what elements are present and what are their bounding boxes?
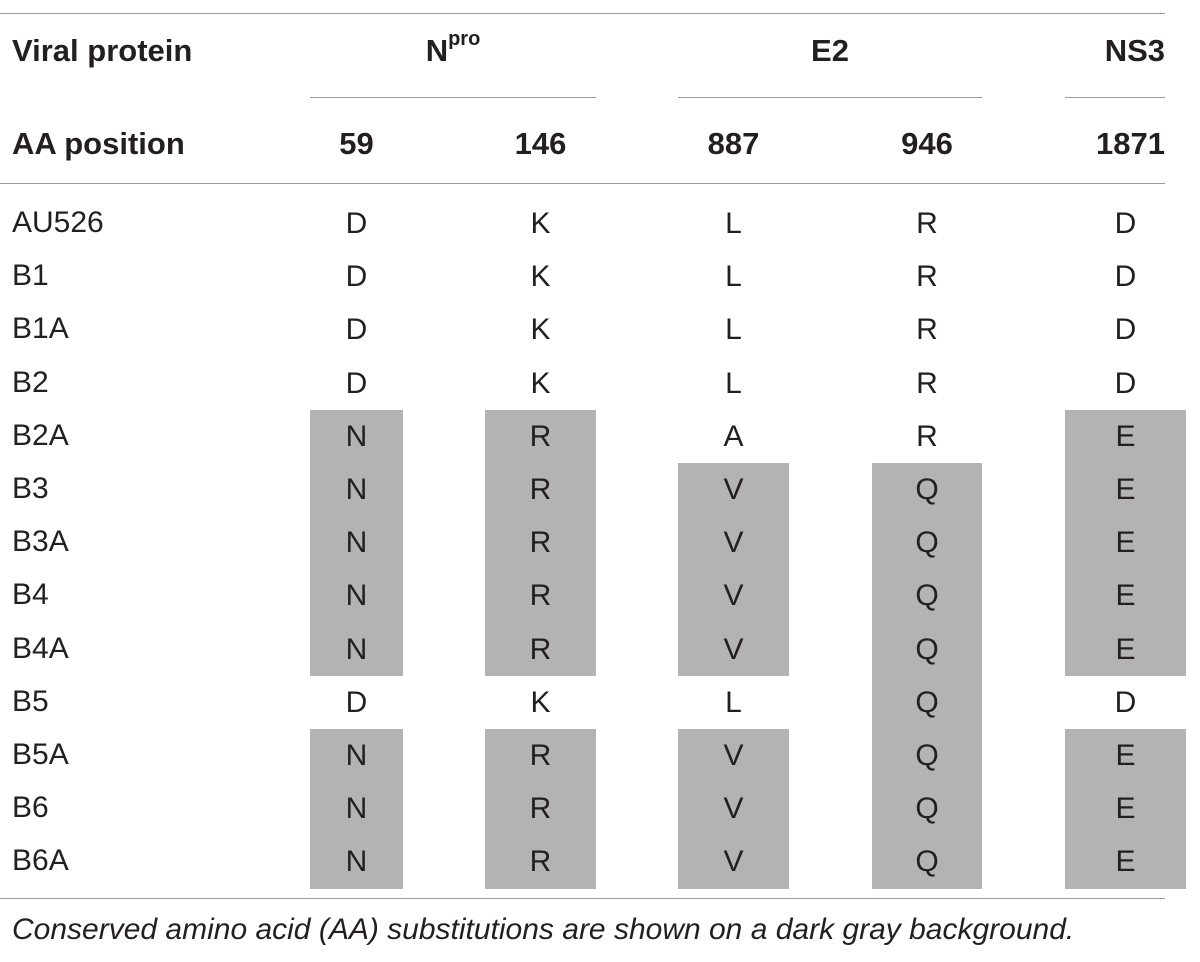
residue-cell-146: K: [530, 366, 551, 400]
residue-cell-1871: E: [1065, 623, 1186, 676]
row-label: B2: [12, 365, 49, 399]
residue-cell-1871: E: [1065, 835, 1186, 889]
residue-cell-59: N: [310, 569, 403, 623]
residue-cell-946: Q: [872, 463, 982, 516]
residue-cell-887: L: [725, 685, 742, 719]
row-label: B5A: [12, 738, 69, 771]
residue-cell-887: V: [678, 782, 789, 835]
residue-cell-146: R: [485, 410, 596, 463]
residue-cell-887: V: [678, 729, 789, 782]
row-label: B3A: [12, 525, 69, 559]
residue-cell-946: Q: [872, 623, 982, 676]
header-group-npro-sup: pro: [448, 28, 481, 50]
residue-cell-1871: E: [1065, 463, 1186, 516]
residue-cell-946: Q: [872, 835, 982, 889]
residue-cell-146: K: [530, 206, 551, 240]
residue-cell-59: N: [310, 729, 403, 782]
residue-cell-59: D: [345, 685, 368, 719]
residue-cell-887: L: [725, 259, 742, 293]
residue-cell-946: Q: [872, 516, 982, 569]
residue-cell-146: K: [530, 259, 551, 293]
row-label: B6A: [12, 844, 69, 878]
residue-cell-887: V: [678, 623, 789, 676]
residue-cell-887: V: [678, 569, 789, 623]
residue-cell-1871: D: [1114, 259, 1137, 293]
residue-cell-1871: D: [1114, 313, 1137, 346]
residue-cell-946: R: [916, 366, 938, 400]
residue-cell-946: Q: [872, 782, 982, 835]
header-group-ns3: NS3: [1104, 33, 1165, 68]
residue-cell-887: V: [678, 463, 789, 516]
residue-cell-1871: E: [1065, 782, 1186, 835]
residue-cell-146: K: [530, 313, 551, 346]
residue-cell-887: V: [678, 835, 789, 889]
residue-cell-946: R: [916, 313, 938, 346]
header-group-e2: E2: [811, 33, 849, 68]
table-bottom-rule: [0, 898, 1165, 899]
position-946: 946: [901, 126, 953, 161]
position-1871: 1871: [1096, 126, 1165, 161]
header-group-npro-base: N: [425, 33, 449, 68]
residue-cell-1871: E: [1065, 569, 1186, 623]
position-887: 887: [707, 126, 760, 161]
residue-cell-1871: E: [1065, 729, 1186, 782]
row-label: B2A: [12, 418, 69, 452]
position-146: 146: [514, 126, 567, 161]
row-label: B4A: [12, 631, 69, 665]
header-viral-protein: Viral protein: [12, 33, 193, 68]
row-label: B1: [12, 259, 49, 293]
position-59: 59: [339, 126, 374, 161]
residue-cell-59: N: [310, 410, 403, 463]
residue-cell-946: Q: [872, 676, 982, 729]
residue-cell-946: R: [916, 206, 938, 240]
residue-cell-146: R: [485, 516, 596, 569]
residue-cell-1871: E: [1065, 410, 1186, 463]
residue-cell-59: N: [310, 623, 403, 676]
residue-cell-59: N: [310, 835, 403, 889]
residue-cell-887: L: [725, 366, 742, 400]
row-label: B1A: [12, 312, 69, 346]
residue-cell-146: R: [485, 782, 596, 835]
residue-cell-59: D: [345, 206, 368, 240]
residue-cell-946: Q: [872, 569, 982, 623]
residue-cell-59: N: [310, 516, 403, 569]
row-label: B5: [12, 684, 49, 718]
residue-cell-146: R: [485, 623, 596, 676]
residue-cell-946: Q: [872, 729, 982, 782]
residue-cell-1871: E: [1065, 516, 1186, 569]
table-header-rule: [0, 183, 1165, 184]
npro-group-rule: [310, 97, 596, 98]
residue-cell-887: V: [678, 516, 789, 569]
e2-group-rule: [678, 97, 982, 98]
residue-cell-59: D: [345, 313, 368, 346]
residue-cell-59: N: [310, 782, 403, 835]
header-group-npro: [310, 28, 596, 71]
table-caption: Conserved amino acid (AA) substitutions are shown on a dark gray background.: [12, 913, 1075, 946]
residue-cell-59: D: [345, 366, 368, 400]
residue-cell-1871: D: [1114, 206, 1137, 240]
residue-cell-887: L: [725, 313, 742, 346]
residue-cell-946: R: [916, 259, 938, 293]
residue-cell-1871: D: [1114, 685, 1137, 719]
row-label: B3: [12, 472, 49, 505]
header-aa-position: AA position: [12, 126, 185, 161]
ns3-group-rule: [1065, 97, 1165, 98]
row-label: B4: [12, 578, 49, 612]
row-label: B6: [12, 791, 49, 825]
row-label: AU526: [12, 206, 104, 239]
residue-cell-887: L: [725, 206, 742, 240]
table-top-rule: [0, 13, 1165, 14]
residue-cell-146: R: [485, 835, 596, 889]
residue-cell-59: N: [310, 463, 403, 516]
residue-cell-946: R: [916, 419, 938, 453]
residue-cell-146: R: [485, 463, 596, 516]
residue-cell-146: K: [530, 685, 551, 719]
residue-cell-146: R: [485, 569, 596, 623]
residue-cell-887: A: [723, 419, 744, 453]
residue-cell-1871: D: [1114, 366, 1137, 400]
residue-cell-59: D: [345, 259, 368, 293]
residue-cell-146: R: [485, 729, 596, 782]
